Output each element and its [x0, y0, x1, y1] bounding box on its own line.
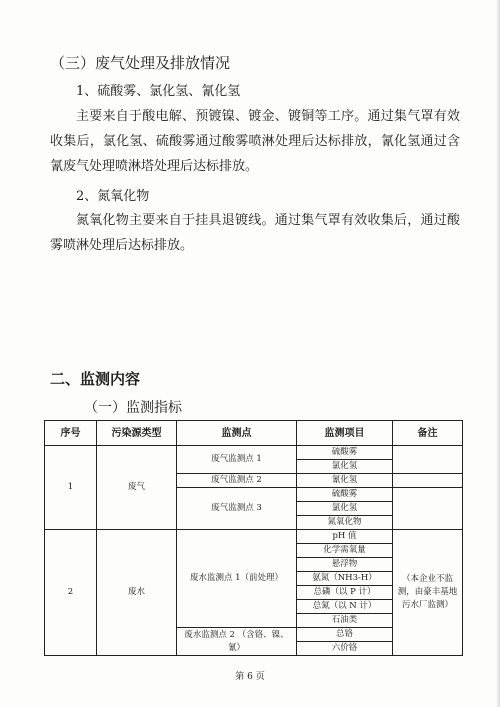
table-header-row [45, 421, 463, 446]
cell-item: pH 值 [297, 530, 393, 544]
monitoring-table [44, 420, 463, 656]
cell-item: 氮氧化物 [297, 516, 393, 530]
table-row [45, 530, 463, 544]
cell-item: 氰化氢 [297, 474, 393, 488]
cell-item: 氯化氢 [297, 502, 393, 516]
cell-item: 六价铬 [297, 642, 393, 656]
cell-item: 氯化氢 [297, 460, 393, 474]
page-number: 第 6 页 [235, 672, 265, 682]
cell-point-exhaust-2: 废气监测点 2 [177, 474, 297, 488]
cell-note-empty [393, 446, 463, 474]
cell-note-empty [393, 474, 463, 488]
subsection-title-indicators: （一）监测指标 [84, 400, 182, 416]
cell-point-exhaust-3: 废气监测点 3 [177, 488, 297, 530]
cell-note-wastewater: （本企业不监测，由豪丰基地污水厂监测） [393, 530, 463, 656]
cell-no-1: 1 [45, 446, 97, 530]
header-point: 监测点 [177, 421, 297, 446]
cell-type-wastewater: 废水 [97, 530, 177, 656]
page-edge-shadow [496, 0, 500, 707]
cell-item: 总铬 [297, 628, 393, 642]
cell-type-exhaust: 废气 [97, 446, 177, 530]
cell-item: 石油类 [297, 614, 393, 628]
cell-item: 化学需氧量 [297, 544, 393, 558]
section-title-exhaust: （三）废气处理及排放情况 [50, 54, 231, 72]
header-note: 备注 [393, 421, 463, 446]
cell-item: 总磷（以 P 计） [297, 586, 393, 600]
cell-note-empty [393, 488, 463, 530]
header-no: 序号 [45, 421, 97, 446]
cell-no-2: 2 [45, 530, 97, 656]
table-row [45, 446, 463, 460]
header-source-type: 污染源类型 [97, 421, 177, 446]
cell-point-exhaust-1: 废气监测点 1 [177, 446, 297, 474]
cell-item: 总氮（以 N 计） [297, 600, 393, 614]
cell-item: 悬浮物 [297, 558, 393, 572]
cell-item: 硫酸雾 [297, 488, 393, 502]
section-title-monitoring: 二、监测内容 [50, 370, 141, 388]
cell-point-wastewater-1: 废水监测点 1（前处理） [177, 530, 297, 628]
paragraph-nitrogen-oxides: 氮氧化物主要来自于挂具退镀线。通过集气罩有效收集后，通过酸雾喷淋处理后达标排放。 [50, 213, 460, 253]
subheading-nitrogen-oxides: 2、氮氧化物 [76, 189, 150, 204]
paragraph-acid-mist: 主要来自于酸电解、预镀镍、镀金、镀铜等工序。通过集气罩有效收集后，氯化氢、硫酸雾通过酸雾喷淋处理后达标排放，氰化氢通过含氰废气处理喷淋塔处理后达标排放。 [50, 109, 460, 174]
subheading-acid-mist: 1、硫酸雾、氯化氢、氰化氢 [76, 84, 241, 99]
cell-point-wastewater-2: 废水监测点 2 （含铬、镍、氰） [177, 628, 297, 656]
cell-item: 硫酸雾 [297, 446, 393, 460]
header-item: 监测项目 [297, 421, 393, 446]
cell-item: 氨氮（NH3-H） [297, 572, 393, 586]
